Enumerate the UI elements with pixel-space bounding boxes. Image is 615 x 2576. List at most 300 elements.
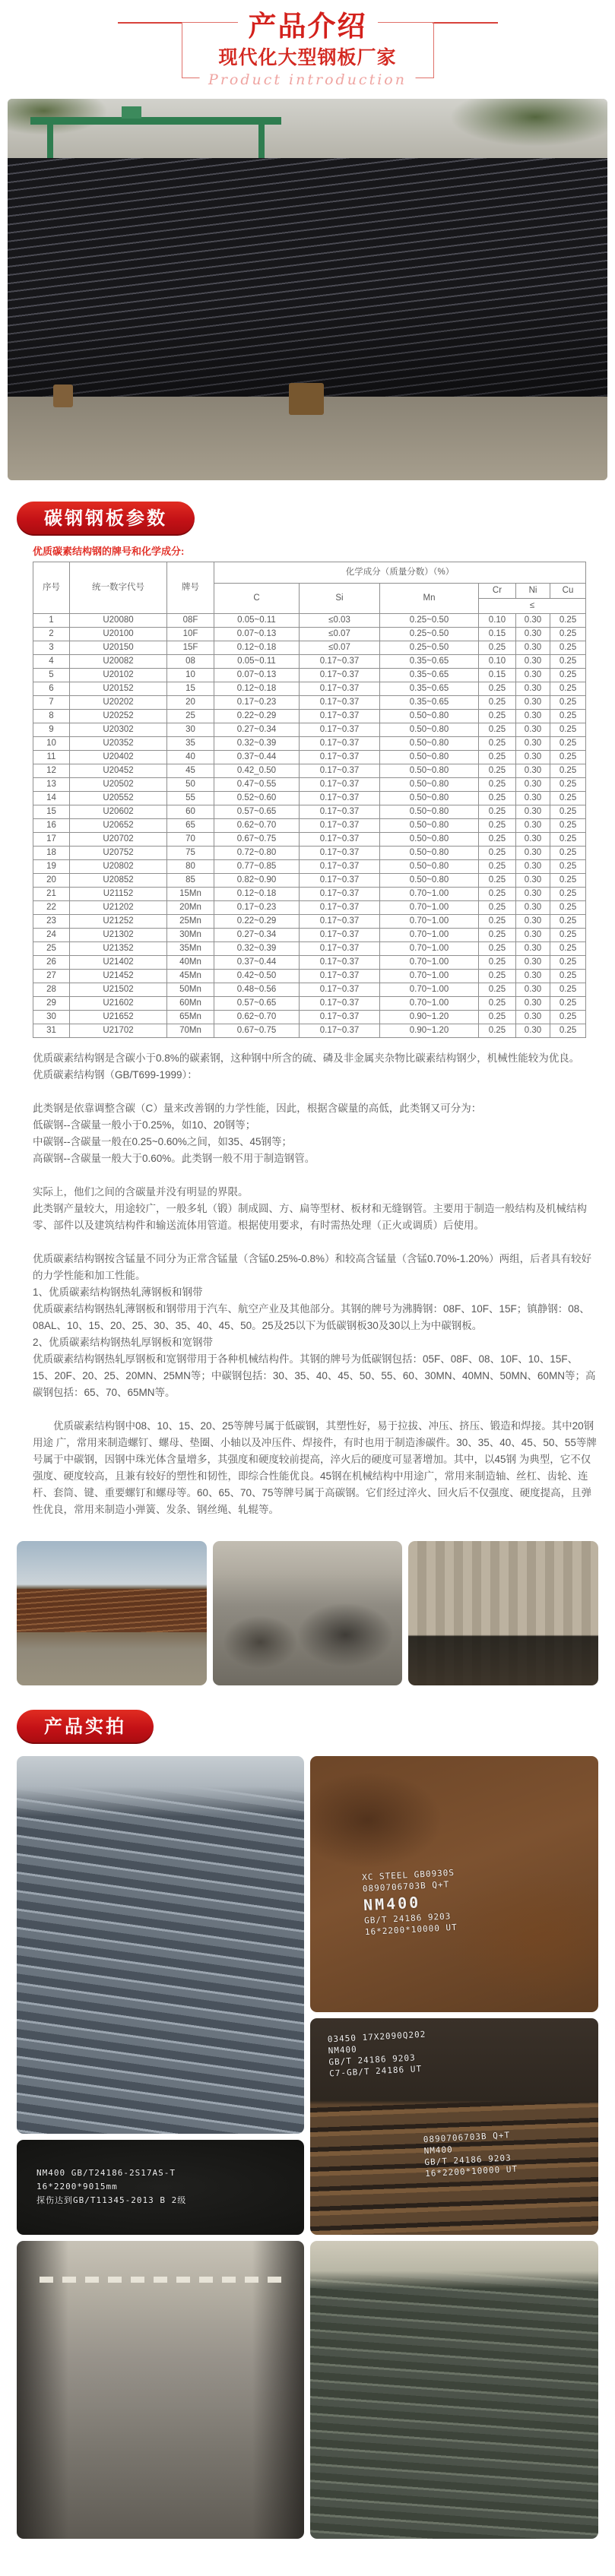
table-cell: 0.25 [550, 860, 586, 874]
table-row [33, 956, 586, 970]
table-cell: 13 [33, 778, 70, 792]
table-cell: 0.32~0.39 [214, 942, 300, 956]
article-paragraph: 2、优质碳素结构钢热轧厚钢板和宽钢带 [33, 1337, 214, 1348]
table-cell: 80 [167, 860, 214, 874]
table-cell: 0.25 [550, 997, 586, 1011]
table-cell: 85 [167, 874, 214, 888]
table-cell: U20252 [70, 710, 167, 723]
table-cell: 0.25 [479, 1011, 516, 1024]
table-cell: 0.30 [516, 641, 550, 655]
table-cell: 0.17~0.37 [300, 819, 380, 833]
table-cell: 0.30 [516, 874, 550, 888]
table-cell: 35 [167, 737, 214, 751]
table-cell: 0.30 [516, 764, 550, 778]
table-cell: 0.17~0.37 [300, 929, 380, 942]
table-cell: U20702 [70, 833, 167, 847]
photo-grid-left-column [17, 1756, 304, 2539]
table-cell: 0.22~0.29 [214, 710, 300, 723]
table-cell: 0.12~0.18 [214, 888, 300, 901]
article-paragraph: 优质碳素结构钢（GB/T699-1999）： [33, 1069, 198, 1081]
table-cell: 20 [33, 874, 70, 888]
stencil-block [362, 1868, 458, 1938]
table-row [33, 874, 586, 888]
wood-skid [289, 383, 324, 415]
table-cell: 0.30 [516, 833, 550, 847]
table-cell: 25Mn [167, 915, 214, 929]
table-cell: 0.30 [516, 860, 550, 874]
table-row [33, 1011, 586, 1024]
table-cell: 0.25 [479, 710, 516, 723]
table-cell: 0.25 [479, 778, 516, 792]
table-cell: 30 [167, 723, 214, 737]
table-cell: 70 [167, 833, 214, 847]
stencil-text: 16*2200*10000 UT [364, 1922, 458, 1937]
table-cell: 50Mn [167, 983, 214, 997]
table-cell: 0.25 [550, 833, 586, 847]
table-cell: 0.62~0.70 [214, 1011, 300, 1024]
table-row [33, 1024, 586, 1038]
table-cell: 0.70~1.00 [380, 942, 479, 956]
article-blank-line [33, 1084, 597, 1100]
col-header-cu: Cu [550, 584, 586, 599]
table-cell: 0.25 [479, 792, 516, 805]
col-header-ni: Ni [516, 584, 550, 599]
table-cell: 0.07~0.13 [214, 669, 300, 682]
table-cell: 0.25 [550, 778, 586, 792]
table-cell: 0.27~0.34 [214, 723, 300, 737]
table-cell: 12 [33, 764, 70, 778]
stencil-text: GB/T 24186 9203 [328, 2052, 416, 2068]
stencil-text: 0890706703B Q+T [423, 2130, 511, 2145]
table-cell: 0.25 [479, 956, 516, 970]
article-paragraph: 优质碳素结构钢热轧薄钢板和钢带用于汽车、航空产业及其他部分。其钢的牌号为沸腾钢：08F、10F、15F；镇静钢：08、08AL、10、15、20、25、30、35、40、45、50。25及25以下为低碳钢板30及30以上为中碳钢板。 [33, 1303, 590, 1331]
table-cell: 55 [167, 792, 214, 805]
hero-photo-steel-plate-yard [8, 99, 607, 480]
table-cell: 0.25 [479, 696, 516, 710]
table-cell: 0.25 [479, 641, 516, 655]
table-row [33, 655, 586, 669]
table-row [33, 628, 586, 641]
table-cell: 2 [33, 628, 70, 641]
table-cell: 60Mn [167, 997, 214, 1011]
table-row [33, 847, 586, 860]
table-cell: 0.50~0.80 [380, 737, 479, 751]
table-cell: 0.17~0.37 [300, 860, 380, 874]
table-cell: 0.17~0.37 [300, 764, 380, 778]
col-header-si: Si [300, 584, 380, 614]
table-cell: U20652 [70, 819, 167, 833]
table-row [33, 778, 586, 792]
table-row [33, 723, 586, 737]
table-cell: 0.30 [516, 847, 550, 860]
col-header-grade: 牌号 [167, 562, 214, 614]
table-cell: 0.17~0.37 [300, 874, 380, 888]
table-cell: 0.35~0.65 [380, 696, 479, 710]
table-cell: ≤0.03 [300, 614, 380, 628]
table-cell: 0.25 [479, 860, 516, 874]
intro-section [0, 0, 615, 99]
table-cell: 10F [167, 628, 214, 641]
table-cell: 15F [167, 641, 214, 655]
table-cell: 0.25 [479, 901, 516, 915]
table-cell: 5 [33, 669, 70, 682]
table-cell: 0.05~0.11 [214, 655, 300, 669]
table-cell: 0.25 [550, 929, 586, 942]
table-cell: 08F [167, 614, 214, 628]
stencil-text: NM400 GB/T24186-2S17AS-T [36, 2168, 176, 2179]
table-cell: 0.17~0.37 [300, 888, 380, 901]
table-cell: 0.25~0.50 [380, 614, 479, 628]
stencil-text: 03450 17X2090Q202 [327, 2029, 426, 2045]
table-cell: 0.70~1.00 [380, 929, 479, 942]
table-cell: 0.25~0.50 [380, 628, 479, 641]
table-cell: 23 [33, 915, 70, 929]
table-cell: 65Mn [167, 1011, 214, 1024]
table-cell: U20552 [70, 792, 167, 805]
stencil-text: C7-GB/T 24186 UT [328, 2063, 423, 2078]
col-header-cr: Cr [479, 584, 516, 599]
table-cell: 0.30 [516, 915, 550, 929]
table-row [33, 819, 586, 833]
table-cell: 0.35~0.65 [380, 682, 479, 696]
table-cell: 60 [167, 805, 214, 819]
table-cell: 0.30 [516, 792, 550, 805]
table-cell: 0.25 [479, 737, 516, 751]
photo-workshop-interior [213, 1541, 403, 1685]
table-cell: 0.17~0.37 [300, 805, 380, 819]
article-paragraph: 优质碳素结构钢中08、10、15、20、25等牌号属于低碳钢，其塑性好，易于拉拔、冲压、挤压、锻造和焊接。其中20钢用途 广，常用来制造螺钉、螺母、垫圈、小轴以及冲压件、焊接件，有时也用于制造渗碳件。30、35、40、45、50、55等牌号属于中碳钢，因钢中珠光体含量增多，其强度和硬度较前提高，淬火后的硬度可显著增加。其中，以45钢 为典型，它不仅强度、硬度较高，且兼有较好的塑性和韧性，即综合性能优良。45钢在机械结构中用途广，常用来制造轴、丝杠、齿轮、连杆、套筒、键、重要螺钉和螺母等。60、65、70、75等牌号属于高碳钢。它们经过淬火、回火后不仅强度、硬度提高，且弹性优良，常用来制造小弹簧、发条、钢丝绳、轧辊等。 [33, 1420, 597, 1515]
table-cell: 0.27~0.34 [214, 929, 300, 942]
table-row [33, 641, 586, 655]
table-cell: 30 [33, 1011, 70, 1024]
table-cell: 0.50~0.80 [380, 723, 479, 737]
table-cell: 0.25 [479, 970, 516, 983]
table-cell: 0.25 [550, 847, 586, 860]
table-row [33, 929, 586, 942]
bottom-padding [0, 2539, 615, 2551]
photo-plate-edge-markings [310, 2018, 598, 2235]
col-header-lte: ≤ [479, 599, 586, 614]
table-cell: 0.70~1.00 [380, 983, 479, 997]
hero-sky [8, 99, 607, 160]
table-cell: 0.25 [479, 723, 516, 737]
table-cell: 0.50~0.80 [380, 778, 479, 792]
table-cell: 0.17~0.37 [300, 997, 380, 1011]
gantry-crane-leg-right [258, 117, 265, 161]
table-cell: 18 [33, 847, 70, 860]
table-cell: U20082 [70, 655, 167, 669]
table-cell: 0.30 [516, 737, 550, 751]
table-cell: 0.30 [516, 983, 550, 997]
table-row [33, 696, 586, 710]
table-cell: 0.05~0.11 [214, 614, 300, 628]
table-cell: 0.25 [550, 888, 586, 901]
table-cell: 0.17~0.37 [300, 847, 380, 860]
table-cell: 0.30 [516, 901, 550, 915]
page-tagline: Product introduction [199, 71, 416, 88]
article-blank-line [33, 1401, 597, 1418]
table-cell: U21602 [70, 997, 167, 1011]
photo-steel-bundles-warehouse [310, 2241, 598, 2539]
chemical-composition-table [33, 562, 586, 1038]
stencil-block [423, 2130, 518, 2180]
table-cell: U21452 [70, 970, 167, 983]
table-cell: 0.50~0.80 [380, 792, 479, 805]
table-cell: 0.30 [516, 723, 550, 737]
table-cell: U21402 [70, 956, 167, 970]
table-cell: 27 [33, 970, 70, 983]
table-cell: 0.25 [550, 983, 586, 997]
table-cell: 6 [33, 682, 70, 696]
table-cell: ≤0.07 [300, 641, 380, 655]
table-cell: 0.67~0.75 [214, 833, 300, 847]
table-cell: 0.30 [516, 956, 550, 970]
table-cell: 0.25 [550, 805, 586, 819]
table-cell: 0.25 [550, 751, 586, 764]
table-cell: 0.25 [550, 682, 586, 696]
intro-box [182, 11, 434, 88]
table-cell: 0.50~0.80 [380, 710, 479, 723]
table-cell: 28 [33, 983, 70, 997]
table-cell: U20152 [70, 682, 167, 696]
table-cell: 0.70~1.00 [380, 901, 479, 915]
table-cell: 0.25 [479, 997, 516, 1011]
table-cell: 0.50~0.80 [380, 805, 479, 819]
table-cell: 0.25 [479, 929, 516, 942]
table-cell: 0.10 [479, 614, 516, 628]
table-cell: 0.70~1.00 [380, 956, 479, 970]
table-cell: 0.37~0.44 [214, 751, 300, 764]
table-cell: 0.10 [479, 655, 516, 669]
table-cell: 19 [33, 860, 70, 874]
gantry-crane-leg-left [47, 117, 53, 161]
stencil-text: 0890706703B Q+T [362, 1879, 450, 1894]
article-paragraph: 实际上，他们之间的含碳量并没有明显的界限。 [33, 1186, 249, 1198]
table-cell: 0.15 [479, 669, 516, 682]
header-rule-left [118, 22, 182, 24]
table-cell: 50 [167, 778, 214, 792]
table-cell: 0.17~0.37 [300, 970, 380, 983]
table-cell: 0.37~0.44 [214, 956, 300, 970]
table-cell: U20302 [70, 723, 167, 737]
table-cell: 0.15 [479, 628, 516, 641]
table-cell: 0.90~1.20 [380, 1024, 479, 1038]
table-cell: 0.17~0.37 [300, 682, 380, 696]
table-cell: 65 [167, 819, 214, 833]
stencil-text: 探伤达到GB/T11345-2013 B 2级 [36, 2195, 187, 2205]
table-row [33, 860, 586, 874]
table-row [33, 942, 586, 956]
table-cell: 0.57~0.65 [214, 997, 300, 1011]
wood-skid [53, 385, 73, 407]
table-cell: 70Mn [167, 1024, 214, 1038]
table-cell: 0.30 [516, 1011, 550, 1024]
table-cell: 0.25 [479, 942, 516, 956]
table-cell: 1 [33, 614, 70, 628]
stencil-text: NM400 [328, 2044, 358, 2056]
stencil-text: NM400 [363, 1892, 421, 1914]
table-cell: U20452 [70, 764, 167, 778]
table-cell: 0.42~0.50 [214, 970, 300, 983]
table-row [33, 915, 586, 929]
table-cell: 0.25 [479, 915, 516, 929]
table-cell: 0.17~0.37 [300, 737, 380, 751]
table-cell: U20402 [70, 751, 167, 764]
table-cell: 15 [33, 805, 70, 819]
table-cell: U20802 [70, 860, 167, 874]
table-cell: 0.30 [516, 710, 550, 723]
table-cell: U21252 [70, 915, 167, 929]
table-row [33, 614, 586, 628]
table-cell: 0.25 [550, 641, 586, 655]
table-cell: 0.25 [479, 751, 516, 764]
table-cell: 0.25 [479, 983, 516, 997]
table-cell: U20150 [70, 641, 167, 655]
table-row [33, 669, 586, 682]
table-cell: 0.62~0.70 [214, 819, 300, 833]
table-cell: 0.50~0.80 [380, 764, 479, 778]
table-cell: 0.25 [550, 737, 586, 751]
table-cell: U21352 [70, 942, 167, 956]
article-paragraph: 优质碳素结构钢是含碳小于0.8%的碳素钢，这种钢中所含的硫、磷及非金属夹杂物比碳素结构钢少，机械性能较为优良。 [33, 1052, 580, 1064]
table-cell: 0.25 [550, 942, 586, 956]
article-blank-line [33, 1167, 597, 1184]
table-cell: 31 [33, 1024, 70, 1038]
table-cell: 0.90~1.20 [380, 1011, 479, 1024]
table-cell: 15Mn [167, 888, 214, 901]
table-cell: 0.17~0.37 [300, 983, 380, 997]
article-paragraph: 1、优质碳素结构钢热轧薄钢板和钢带 [33, 1286, 203, 1298]
table-cell: 35Mn [167, 942, 214, 956]
table-cell: 0.25 [550, 710, 586, 723]
table-cell: 24 [33, 929, 70, 942]
table-cell: 0.25 [550, 723, 586, 737]
table-cell: 17 [33, 833, 70, 847]
photo-grid [17, 1756, 598, 2539]
table-cell: 20 [167, 696, 214, 710]
params-section-ribbon: 碳钢钢板参数 [17, 502, 195, 536]
table-cell: 0.50~0.80 [380, 833, 479, 847]
table-cell: 0.30 [516, 655, 550, 669]
page-subtitle: 现代化大型钢板厂家 [218, 47, 397, 68]
table-cell: 0.57~0.65 [214, 805, 300, 819]
stencil-text: 16*2200*9015mm [36, 2182, 118, 2192]
table-cell: 0.72~0.80 [214, 847, 300, 860]
col-header-chem: 化学成分（质量分数）（%） [214, 562, 586, 584]
photo-row [17, 1541, 598, 1685]
table-cell: 0.30 [516, 997, 550, 1011]
table-cell: 0.17~0.37 [300, 655, 380, 669]
table-cell: 0.17~0.37 [300, 942, 380, 956]
photo-grid-right-column [310, 1756, 598, 2539]
table-cell: 0.25 [479, 819, 516, 833]
col-header-mn: Mn [380, 584, 479, 614]
table-cell: 0.50~0.80 [380, 819, 479, 833]
table-cell: ≤0.07 [300, 628, 380, 641]
table-cell: 0.25 [479, 847, 516, 860]
table-cell: 0.25 [550, 628, 586, 641]
gantry-crane-beam [30, 117, 281, 125]
table-cell: 45 [167, 764, 214, 778]
table-cell: 0.30 [516, 682, 550, 696]
table-cell: 0.17~0.37 [300, 915, 380, 929]
table-cell: U20100 [70, 628, 167, 641]
stencil-text: 16*2200*10000 UT [424, 2163, 518, 2179]
table-cell: U21202 [70, 901, 167, 915]
table-cell: 0.30 [516, 805, 550, 819]
stencil-block [328, 2030, 429, 2080]
table-cell: 0.07~0.13 [214, 628, 300, 641]
table-cell: 0.50~0.80 [380, 860, 479, 874]
article-blank-line [33, 1234, 597, 1251]
table-cell: 45Mn [167, 970, 214, 983]
photo-workshop-aisle [17, 2241, 304, 2539]
table-row [33, 710, 586, 723]
table-cell: 0.25 [479, 833, 516, 847]
table-cell: 0.17~0.37 [300, 792, 380, 805]
table-cell: 0.82~0.90 [214, 874, 300, 888]
table-cell: 0.17~0.37 [300, 778, 380, 792]
stencil-text: GB/T 24186 9203 [363, 1910, 452, 1926]
table-cell: 75 [167, 847, 214, 860]
steel-plate-stack [8, 158, 607, 409]
table-cell: 0.50~0.80 [380, 874, 479, 888]
table-cell: 0.52~0.60 [214, 792, 300, 805]
table-cell: 08 [167, 655, 214, 669]
article-paragraph: 低碳钢--含碳量一般小于0.25%，如10、20钢等； [33, 1119, 256, 1131]
table-cell: 0.25 [550, 901, 586, 915]
gantry-crane-cab [122, 106, 141, 119]
table-row [33, 888, 586, 901]
table-cell: 14 [33, 792, 70, 805]
table-body [33, 614, 586, 1038]
table-cell: 3 [33, 641, 70, 655]
col-header-no: 序号 [33, 562, 70, 614]
table-cell: 0.22~0.29 [214, 915, 300, 929]
table-cell: 29 [33, 997, 70, 1011]
table-row [33, 792, 586, 805]
table-cell: 0.25 [550, 764, 586, 778]
table-cell: 0.48~0.56 [214, 983, 300, 997]
article [33, 1050, 597, 1518]
table-cell: 0.17~0.37 [300, 723, 380, 737]
table-cell: 0.25 [550, 970, 586, 983]
table-row [33, 901, 586, 915]
stencil-text: NM400 [423, 2144, 454, 2157]
table-cell: 0.70~1.00 [380, 888, 479, 901]
table-cell: U21502 [70, 983, 167, 997]
table-cell: 0.30 [516, 929, 550, 942]
table-cell: 0.50~0.80 [380, 751, 479, 764]
table-cell: 40Mn [167, 956, 214, 970]
table-cell: 0.12~0.18 [214, 641, 300, 655]
table-cell: U20602 [70, 805, 167, 819]
article-paragraph: 中碳钢--含碳量一般在0.25~0.60%之间，如35、45钢等； [33, 1136, 292, 1147]
table-cell: U20080 [70, 614, 167, 628]
table-cell: 0.25 [550, 696, 586, 710]
table-cell: 0.25 [479, 805, 516, 819]
table-cell: 0.35~0.65 [380, 655, 479, 669]
table-cell: 10 [167, 669, 214, 682]
table-cell: 25 [167, 710, 214, 723]
table-cell: 0.30 [516, 628, 550, 641]
table-row [33, 983, 586, 997]
table-cell: U20502 [70, 778, 167, 792]
table-cell: U21302 [70, 929, 167, 942]
table-cell: 0.30 [516, 614, 550, 628]
table-header [33, 562, 586, 614]
table-row [33, 997, 586, 1011]
